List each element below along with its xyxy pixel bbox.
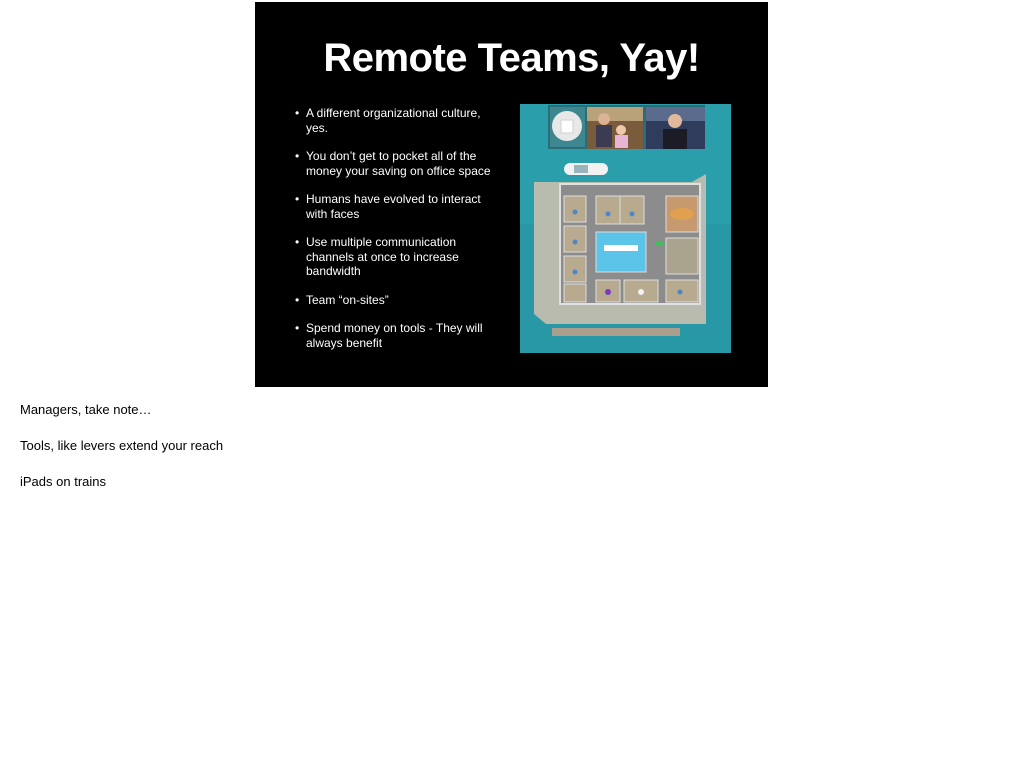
slide [255, 2, 768, 387]
bullet-item: • Humans have evolved to interact with faces [295, 192, 505, 221]
note-line: Tools, like levers extend your reach [20, 438, 224, 453]
bullet-item: • Use multiple communication channels at once to increase bandwidth [295, 235, 505, 279]
bullet-list [295, 106, 505, 364]
bullet-item: • Team “on-sites” [295, 293, 505, 308]
bullet-item: • Spend money on tools - They will always benefit [295, 321, 505, 350]
floorplan-illustration [520, 104, 731, 353]
virtual-office-floorplan-image [520, 104, 731, 353]
note-line: iPads on trains [20, 474, 106, 489]
bullet-item: • You don’t get to pocket all of the money your saving on office space [295, 149, 505, 178]
bullet-item: • A different organizational culture, yes. [295, 106, 505, 135]
slide-title: Remote Teams, Yay! [323, 36, 700, 80]
note-line: Managers, take note… [20, 402, 152, 417]
presenter-notes [20, 400, 223, 508]
